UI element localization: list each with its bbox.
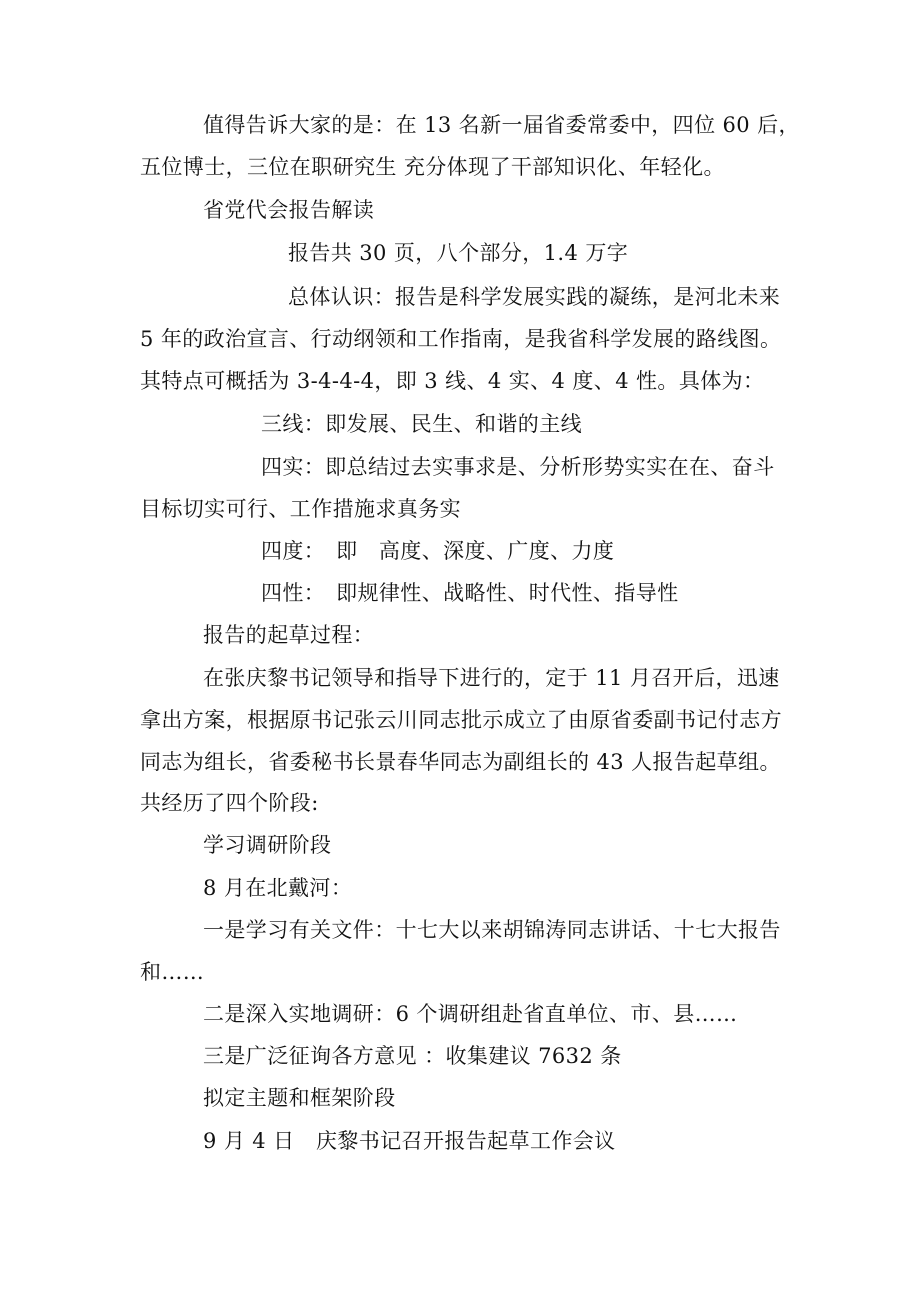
text-line: 三是广泛征询各方意见 ：收集建议 7632 条 <box>203 1044 622 1068</box>
text-line: 一是学习有关文件：十七大以来胡锦涛同志讲话、十七大报告 <box>203 918 781 942</box>
text-line: 报告的起草过程： <box>203 623 375 647</box>
text-line: 其特点可概括为 3-4-4-4，即 3 线、4 实、4 度、4 性。具体为： <box>140 369 765 393</box>
text-line: 拿出方案，根据原书记张云川同志批示成立了由原省委副书记付志方 <box>140 708 782 732</box>
text-line: 二是深入实地调研：6 个调研组赴省直单位、市、县…… <box>203 1002 738 1026</box>
text-line: 值得告诉大家的是：在 13 名新一届省委常委中，四位 60 后， <box>203 113 800 137</box>
text-line: 三线：即发展、民生、和谐的主线 <box>261 412 582 436</box>
text-line: 和…… <box>140 960 205 984</box>
text-line: 四性： 即规律性、战略性、时代性、指导性 <box>261 581 679 605</box>
text-line: 共经历了四个阶段: <box>140 791 319 815</box>
text-line: 8 月在北戴河： <box>203 876 353 900</box>
text-line: 同志为组长，省委秘书长景春华同志为副组长的 43 人报告起草组。 <box>140 750 781 774</box>
text-line: 在张庆黎书记领导和指导下进行的，定于 11 月召开后，迅速 <box>203 666 780 690</box>
text-line: 报告共 30 页，八个部分，1.4 万字 <box>288 241 629 265</box>
text-line: 学习调研阶段 <box>203 833 332 857</box>
text-line: 省党代会报告解读 <box>203 198 375 222</box>
text-line: 四实：即总结过去实事求是、分析形势实实在在、奋斗 <box>261 455 775 479</box>
text-line: 目标切实可行、工作措施求真务实 <box>140 497 461 521</box>
text-line: 9 月 4 日 庆黎书记召开报告起草工作会议 <box>203 1129 616 1153</box>
text-line: 四度： 即 高度、深度、广度、力度 <box>261 539 615 563</box>
text-line: 总体认识：报告是科学发展实践的凝练，是河北未来 <box>288 285 781 309</box>
text-line: 拟定主题和框架阶段 <box>203 1086 396 1110</box>
text-line: 5 年的政治宣言、行动纲领和工作指南，是我省科学发展的路线图。 <box>140 327 782 351</box>
text-line: 五位博士，三位在职研究生 充分体现了干部知识化、年轻化。 <box>140 155 725 179</box>
